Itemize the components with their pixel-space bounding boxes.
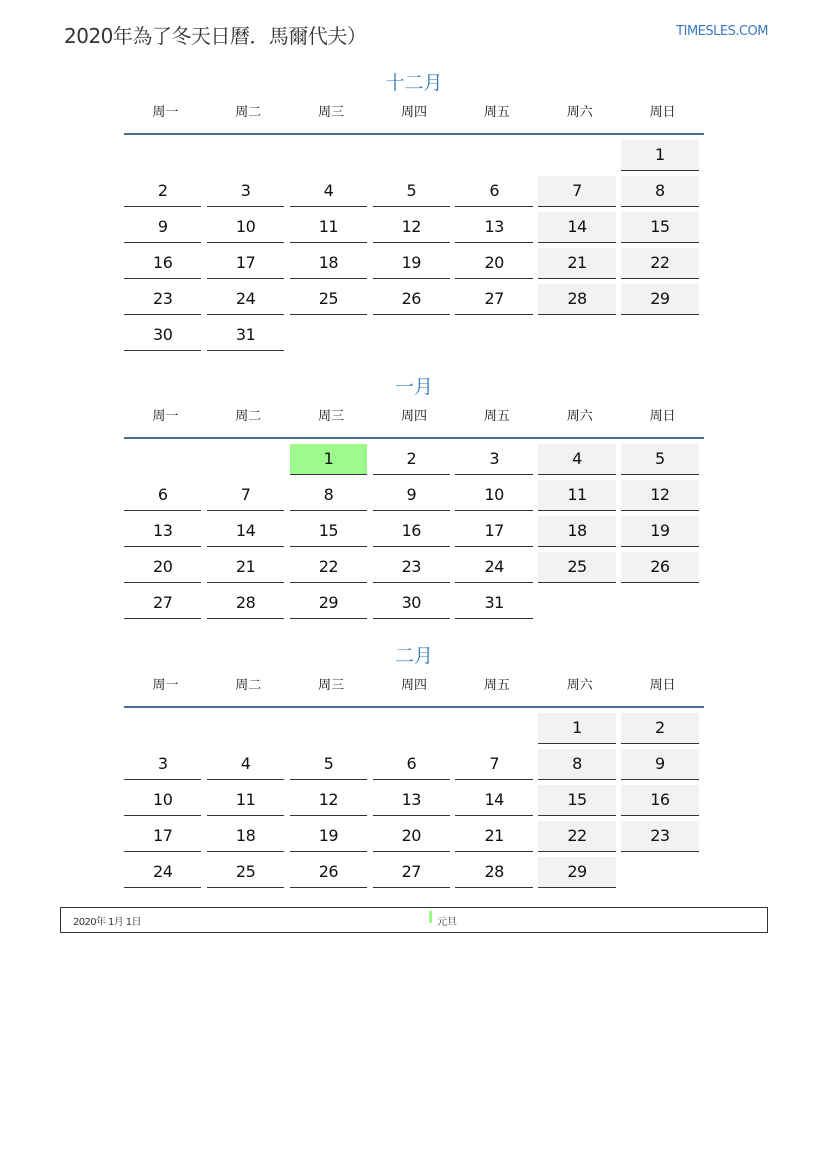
week-row bbox=[124, 320, 704, 356]
day-cell: 31 bbox=[455, 588, 532, 619]
day-cell: 17 bbox=[207, 248, 284, 279]
day-cell: 29 bbox=[290, 588, 367, 619]
month-calendar bbox=[124, 68, 704, 356]
month-title: 十二月 bbox=[385, 72, 443, 94]
day-grid bbox=[124, 708, 704, 893]
weekday-label: 周六 bbox=[566, 678, 593, 693]
day-cell: 8 bbox=[290, 480, 367, 511]
day-cell: 26 bbox=[373, 284, 450, 315]
legend-holiday-name: 元旦 bbox=[437, 917, 457, 928]
weekday-label: 周日 bbox=[649, 678, 676, 693]
day-cell: 29 bbox=[621, 284, 698, 315]
day-cell: 23 bbox=[621, 821, 698, 852]
weekday-label: 周一 bbox=[152, 409, 179, 424]
day-cell: 29 bbox=[538, 857, 615, 888]
day-cell: 15 bbox=[621, 212, 698, 243]
month-calendar bbox=[124, 641, 704, 893]
week-row bbox=[124, 176, 704, 212]
day-cell: 18 bbox=[207, 821, 284, 852]
empty-day-cell bbox=[290, 320, 367, 350]
weekday-label: 周三 bbox=[318, 678, 345, 693]
weekday-label: 周五 bbox=[483, 105, 510, 120]
week-row bbox=[124, 480, 704, 516]
weekday-label: 周六 bbox=[566, 105, 593, 120]
day-cell: 27 bbox=[373, 857, 450, 888]
day-cell: 15 bbox=[290, 516, 367, 547]
day-cell: 20 bbox=[373, 821, 450, 852]
week-row bbox=[124, 284, 704, 320]
empty-day-cell bbox=[373, 320, 450, 350]
week-row bbox=[124, 785, 704, 821]
empty-day-cell bbox=[621, 588, 698, 618]
day-cell: 21 bbox=[538, 248, 615, 279]
day-cell: 22 bbox=[621, 248, 698, 279]
day-cell: 3 bbox=[455, 444, 532, 475]
weekday-label: 周二 bbox=[235, 105, 262, 120]
day-cell: 6 bbox=[455, 176, 532, 207]
day-cell: 19 bbox=[373, 248, 450, 279]
day-cell: 28 bbox=[455, 857, 532, 888]
empty-day-cell bbox=[621, 320, 698, 350]
day-cell: 21 bbox=[207, 552, 284, 583]
week-row bbox=[124, 552, 704, 588]
day-cell: 1 bbox=[538, 713, 615, 744]
day-cell: 14 bbox=[455, 785, 532, 816]
day-cell: 17 bbox=[455, 516, 532, 547]
day-cell: 5 bbox=[373, 176, 450, 207]
day-cell: 16 bbox=[621, 785, 698, 816]
day-cell: 24 bbox=[207, 284, 284, 315]
legend-date: 2020年 1月 1日 bbox=[73, 917, 141, 928]
week-row bbox=[124, 212, 704, 248]
week-row bbox=[124, 821, 704, 857]
day-cell: 28 bbox=[538, 284, 615, 315]
weekday-label: 周三 bbox=[318, 409, 345, 424]
day-cell: 11 bbox=[538, 480, 615, 511]
weekday-header bbox=[124, 98, 704, 135]
day-cell: 9 bbox=[373, 480, 450, 511]
day-cell: 14 bbox=[207, 516, 284, 547]
day-cell: 16 bbox=[124, 248, 201, 279]
day-cell: 11 bbox=[290, 212, 367, 243]
holiday-day-cell: 1 bbox=[290, 444, 367, 475]
week-row bbox=[124, 248, 704, 284]
week-row bbox=[124, 713, 704, 749]
day-cell: 17 bbox=[124, 821, 201, 852]
day-cell: 10 bbox=[455, 480, 532, 511]
day-cell: 4 bbox=[538, 444, 615, 475]
empty-day-cell bbox=[124, 444, 201, 474]
day-cell: 23 bbox=[373, 552, 450, 583]
weekday-label: 周一 bbox=[152, 105, 179, 120]
day-cell: 7 bbox=[538, 176, 615, 207]
weekday-header bbox=[124, 402, 704, 439]
weekday-label: 周五 bbox=[483, 409, 510, 424]
day-cell: 8 bbox=[538, 749, 615, 780]
day-cell: 27 bbox=[124, 588, 201, 619]
day-grid bbox=[124, 135, 704, 356]
empty-day-cell bbox=[455, 320, 532, 350]
day-cell: 6 bbox=[124, 480, 201, 511]
day-cell: 22 bbox=[538, 821, 615, 852]
day-cell: 10 bbox=[207, 212, 284, 243]
weekday-label: 周六 bbox=[566, 409, 593, 424]
day-cell: 12 bbox=[290, 785, 367, 816]
day-cell: 8 bbox=[621, 176, 698, 207]
empty-day-cell bbox=[124, 713, 201, 743]
month-title: 二月 bbox=[394, 645, 433, 667]
weekday-label: 周二 bbox=[235, 678, 262, 693]
weekday-header bbox=[124, 671, 704, 708]
week-row bbox=[124, 444, 704, 480]
day-cell: 30 bbox=[124, 320, 201, 351]
day-cell: 2 bbox=[621, 713, 698, 744]
day-cell: 3 bbox=[124, 749, 201, 780]
day-grid bbox=[124, 439, 704, 624]
day-cell: 26 bbox=[290, 857, 367, 888]
legend-color-swatch bbox=[429, 911, 432, 923]
week-row bbox=[124, 516, 704, 552]
month-calendar bbox=[124, 372, 704, 624]
day-cell: 5 bbox=[290, 749, 367, 780]
day-cell: 4 bbox=[207, 749, 284, 780]
week-row bbox=[124, 749, 704, 785]
empty-day-cell bbox=[538, 588, 615, 618]
day-cell: 14 bbox=[538, 212, 615, 243]
day-cell: 18 bbox=[290, 248, 367, 279]
week-row bbox=[124, 857, 704, 893]
day-cell: 26 bbox=[621, 552, 698, 583]
day-cell: 24 bbox=[455, 552, 532, 583]
day-cell: 30 bbox=[373, 588, 450, 619]
day-cell: 16 bbox=[373, 516, 450, 547]
empty-day-cell bbox=[373, 140, 450, 170]
day-cell: 15 bbox=[538, 785, 615, 816]
day-cell: 27 bbox=[455, 284, 532, 315]
day-cell: 21 bbox=[455, 821, 532, 852]
weekday-label: 周四 bbox=[401, 105, 428, 120]
empty-day-cell bbox=[207, 140, 284, 170]
empty-day-cell bbox=[455, 140, 532, 170]
week-row bbox=[124, 588, 704, 624]
weekday-label: 周日 bbox=[649, 105, 676, 120]
day-cell: 20 bbox=[455, 248, 532, 279]
day-cell: 12 bbox=[621, 480, 698, 511]
weekday-label: 周三 bbox=[318, 105, 345, 120]
empty-day-cell bbox=[124, 140, 201, 170]
site-link[interactable]: TIMESLES.COM bbox=[676, 24, 768, 39]
day-cell: 25 bbox=[538, 552, 615, 583]
empty-day-cell bbox=[621, 857, 698, 887]
day-cell: 13 bbox=[124, 516, 201, 547]
empty-day-cell bbox=[207, 713, 284, 743]
day-cell: 25 bbox=[207, 857, 284, 888]
day-cell: 12 bbox=[373, 212, 450, 243]
day-cell: 28 bbox=[207, 588, 284, 619]
day-cell: 19 bbox=[621, 516, 698, 547]
month-title: 一月 bbox=[394, 376, 433, 398]
day-cell: 5 bbox=[621, 444, 698, 475]
day-cell: 19 bbox=[290, 821, 367, 852]
holiday-legend bbox=[60, 907, 768, 933]
weekday-label: 周日 bbox=[649, 409, 676, 424]
day-cell: 20 bbox=[124, 552, 201, 583]
empty-day-cell bbox=[207, 444, 284, 474]
empty-day-cell bbox=[373, 713, 450, 743]
day-cell: 2 bbox=[373, 444, 450, 475]
page-title: 2020年為了冬天日曆．馬爾代夫） bbox=[64, 24, 367, 48]
day-cell: 23 bbox=[124, 284, 201, 315]
day-cell: 10 bbox=[124, 785, 201, 816]
day-cell: 18 bbox=[538, 516, 615, 547]
empty-day-cell bbox=[290, 140, 367, 170]
day-cell: 13 bbox=[373, 785, 450, 816]
weekday-label: 周五 bbox=[483, 678, 510, 693]
day-cell: 6 bbox=[373, 749, 450, 780]
day-cell: 9 bbox=[124, 212, 201, 243]
day-cell: 2 bbox=[124, 176, 201, 207]
day-cell: 1 bbox=[621, 140, 698, 171]
day-cell: 24 bbox=[124, 857, 201, 888]
day-cell: 4 bbox=[290, 176, 367, 207]
empty-day-cell bbox=[538, 140, 615, 170]
day-cell: 3 bbox=[207, 176, 284, 207]
day-cell: 31 bbox=[207, 320, 284, 351]
day-cell: 9 bbox=[621, 749, 698, 780]
empty-day-cell bbox=[290, 713, 367, 743]
day-cell: 7 bbox=[455, 749, 532, 780]
weekday-label: 周一 bbox=[152, 678, 179, 693]
week-row bbox=[124, 140, 704, 176]
day-cell: 11 bbox=[207, 785, 284, 816]
day-cell: 13 bbox=[455, 212, 532, 243]
weekday-label: 周二 bbox=[235, 409, 262, 424]
empty-day-cell bbox=[538, 320, 615, 350]
day-cell: 22 bbox=[290, 552, 367, 583]
day-cell: 25 bbox=[290, 284, 367, 315]
weekday-label: 周四 bbox=[401, 678, 428, 693]
empty-day-cell bbox=[455, 713, 532, 743]
day-cell: 7 bbox=[207, 480, 284, 511]
weekday-label: 周四 bbox=[401, 409, 428, 424]
